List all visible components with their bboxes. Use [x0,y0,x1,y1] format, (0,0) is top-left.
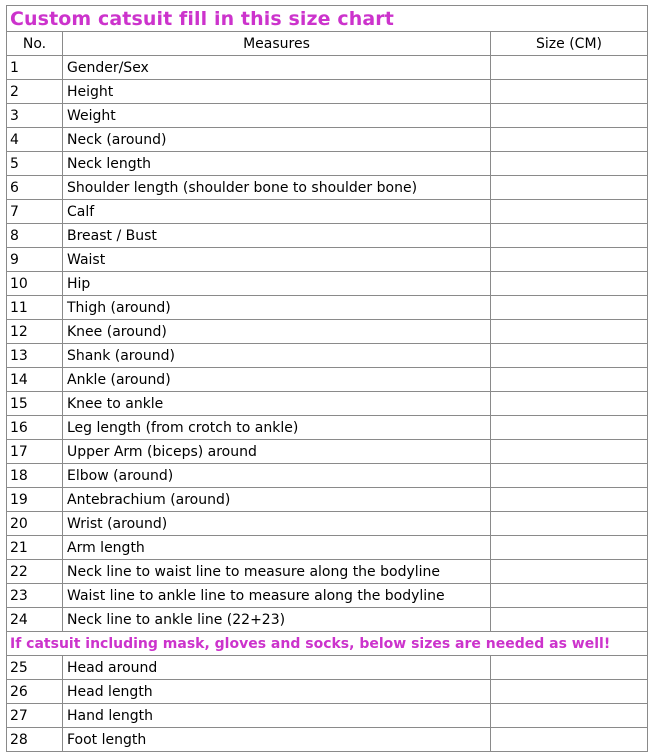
table-row [7,176,648,200]
measure-label: Head around [63,656,491,680]
row-number: 26 [7,680,63,704]
size-cell[interactable] [491,296,648,320]
table-row [7,56,648,80]
row-number: 10 [7,272,63,296]
size-chart-sheet [6,5,647,752]
size-cell[interactable] [491,464,648,488]
measure-label: Head length [63,680,491,704]
table-row [7,608,648,632]
row-number: 8 [7,224,63,248]
row-number: 14 [7,368,63,392]
measure-label: Wrist (around) [63,512,491,536]
size-cell[interactable] [491,392,648,416]
size-cell[interactable] [491,680,648,704]
size-cell[interactable] [491,656,648,680]
table-row [7,224,648,248]
header-size: Size (CM) [491,32,648,56]
measure-label: Antebrachium (around) [63,488,491,512]
table-row [7,368,648,392]
chart-title: Custom catsuit fill in this size chart [7,6,648,32]
header-no: No. [7,32,63,56]
table-row [7,248,648,272]
row-number: 7 [7,200,63,224]
size-cell[interactable] [491,320,648,344]
measure-label: Upper Arm (biceps) around [63,440,491,464]
size-cell[interactable] [491,248,648,272]
row-number: 4 [7,128,63,152]
row-number: 9 [7,248,63,272]
table-row [7,512,648,536]
notice-text: If catsuit including mask, gloves and socks, below sizes are needed as well! [7,632,648,656]
row-number: 28 [7,728,63,752]
row-number: 11 [7,296,63,320]
size-cell[interactable] [491,80,648,104]
size-cell[interactable] [491,128,648,152]
title-row [7,6,648,32]
size-cell[interactable] [491,176,648,200]
table-row [7,200,648,224]
measure-label: Knee to ankle [63,392,491,416]
size-cell[interactable] [491,104,648,128]
table-row [7,152,648,176]
table-row [7,464,648,488]
size-cell[interactable] [491,608,648,632]
size-cell[interactable] [491,512,648,536]
measure-label: Weight [63,104,491,128]
row-number: 6 [7,176,63,200]
row-number: 19 [7,488,63,512]
measure-label: Shoulder length (shoulder bone to shoulder bone) [63,176,491,200]
size-cell[interactable] [491,560,648,584]
size-cell[interactable] [491,344,648,368]
measure-label: Shank (around) [63,344,491,368]
row-number: 21 [7,536,63,560]
table-row [7,272,648,296]
measure-label: Leg length (from crotch to ankle) [63,416,491,440]
measure-label: Neck line to ankle line (22+23) [63,608,491,632]
header-row [7,32,648,56]
table-row [7,488,648,512]
table-row [7,80,648,104]
table-row [7,344,648,368]
row-number: 27 [7,704,63,728]
table-row [7,296,648,320]
size-cell[interactable] [491,152,648,176]
size-cell[interactable] [491,728,648,752]
size-cell[interactable] [491,536,648,560]
measure-label: Neck (around) [63,128,491,152]
measure-label: Knee (around) [63,320,491,344]
measure-label: Gender/Sex [63,56,491,80]
size-cell[interactable] [491,488,648,512]
table-row [7,416,648,440]
size-cell[interactable] [491,440,648,464]
row-number: 20 [7,512,63,536]
table-row [7,728,648,752]
size-cell[interactable] [491,584,648,608]
row-number: 23 [7,584,63,608]
measure-label: Hand length [63,704,491,728]
measure-label: Breast / Bust [63,224,491,248]
size-cell[interactable] [491,224,648,248]
row-number: 16 [7,416,63,440]
measure-label: Thigh (around) [63,296,491,320]
size-cell[interactable] [491,704,648,728]
row-number: 24 [7,608,63,632]
measure-label: Height [63,80,491,104]
measure-label: Elbow (around) [63,464,491,488]
row-number: 1 [7,56,63,80]
measure-label: Neck length [63,152,491,176]
row-number: 13 [7,344,63,368]
table-row [7,560,648,584]
row-number: 2 [7,80,63,104]
measure-label: Waist line to ankle line to measure along the bodyline [63,584,491,608]
size-cell[interactable] [491,272,648,296]
row-number: 5 [7,152,63,176]
table-row [7,392,648,416]
table-row [7,584,648,608]
size-chart-table [6,5,648,752]
row-number: 3 [7,104,63,128]
table-row [7,680,648,704]
header-measures: Measures [63,32,491,56]
table-row [7,704,648,728]
row-number: 25 [7,656,63,680]
measure-label: Ankle (around) [63,368,491,392]
size-cell[interactable] [491,416,648,440]
row-number: 17 [7,440,63,464]
table-row [7,320,648,344]
size-cell[interactable] [491,368,648,392]
table-row [7,128,648,152]
table-row [7,536,648,560]
table-row [7,656,648,680]
measure-label: Hip [63,272,491,296]
table-row [7,104,648,128]
notice-row [7,632,648,656]
size-cell[interactable] [491,200,648,224]
row-number: 22 [7,560,63,584]
measure-label: Neck line to waist line to measure along the bodyline [63,560,491,584]
size-cell[interactable] [491,56,648,80]
row-number: 12 [7,320,63,344]
measure-label: Foot length [63,728,491,752]
measure-label: Calf [63,200,491,224]
table-row [7,440,648,464]
row-number: 18 [7,464,63,488]
row-number: 15 [7,392,63,416]
measure-label: Waist [63,248,491,272]
measure-label: Arm length [63,536,491,560]
